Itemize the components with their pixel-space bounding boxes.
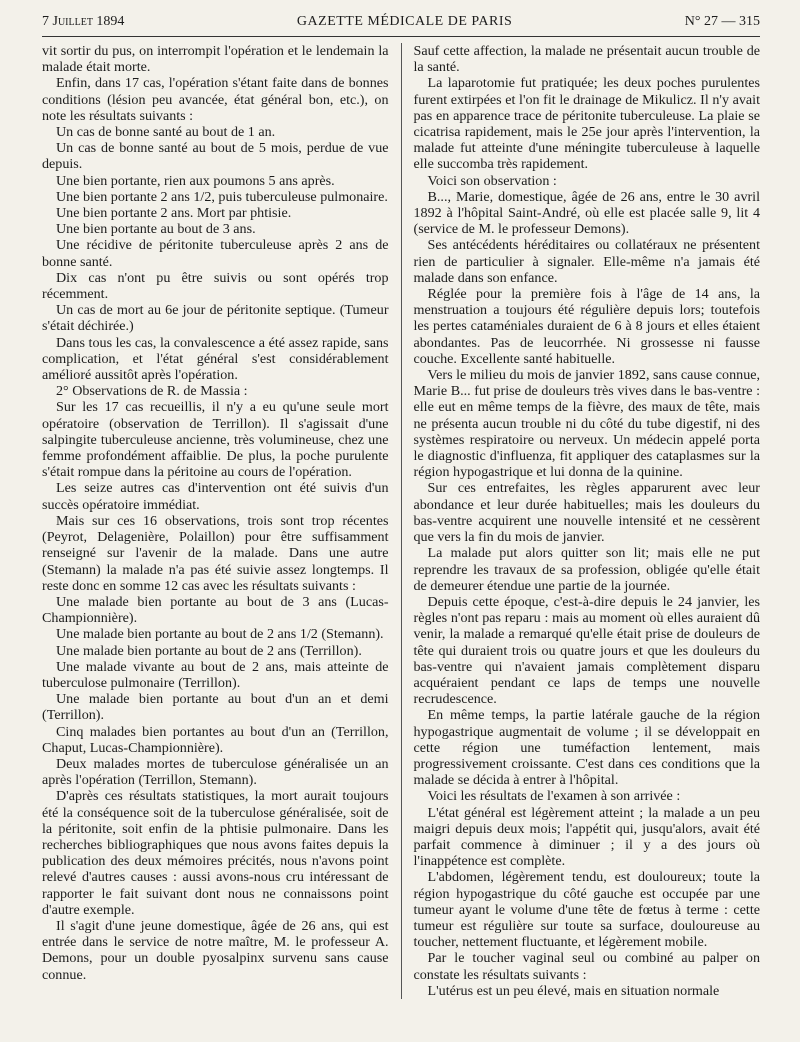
- paragraph: Une malade vivante au bout de 2 ans, mais atteinte de tuberculose pulmonaire (Terrillon).: [42, 658, 389, 691]
- paragraph: Voici son observation :: [427, 172, 557, 189]
- paragraph: L'abdomen, légèrement tendu, est douloureux; toute la région hypogastrique du côté gauche est occupée par une tumeur ayant le volume d'une tête de fœtus à terme : cette tumeur est régulière sur toute sa surface, douloureuse au toucher, nettement fluctuante, et légèrement mobile.: [413, 869, 761, 951]
- paragraph: Un cas de mort au 6e jour de péritonite septique. (Tumeur s'était déchirée.): [42, 302, 389, 335]
- paragraph: Une bien portante 2 ans 1/2, puis tuberculeuse pulmonaire.: [56, 188, 388, 205]
- paragraph: Une bien portante au bout de 3 ans.: [56, 221, 256, 238]
- paragraph: Une malade bien portante au bout d'un an et demi (Terrillon).: [42, 691, 389, 724]
- paragraph: Il s'agit d'une jeune domestique, âgée de 26 ans, qui est entrée dans le service de notre maître, M. le professeur A. Demons, pour un double pyosalpinx survenu sans cause connue.: [42, 917, 389, 983]
- paragraph: La malade put alors quitter son lit; mais elle ne put reprendre les travaux de sa profession, obligée qu'elle était de demeurer étendue une partie de la journée.: [413, 545, 761, 594]
- paragraph: Deux malades mortes de tuberculose généralisée un an après l'opération (Terrillon, Stemann).: [42, 755, 389, 789]
- paragraph: D'après ces résultats statistiques, la mort aurait toujours été la conséquence soit de la tuberculose généralisée, soit de la péritonite, soit enfin de la phtisie pulmonaire. Dans les recherches bibliographiques que nous avons faites depuis la publication des deux mémoires précités, nous n'avons point relevé d'autres causes : aussi avons-nous cru intéressant de rapporter le fait suivant dont nous ne connaissons point d'autre exemple.: [42, 788, 389, 918]
- paragraph: La laparotomie fut pratiquée; les deux poches purulentes furent extirpées et l'on fit le drainage de Mikulicz. Il n'y avait pas en apparence trace de péritonite tuberculeuse. La plaie se cicatrisa rapidement, mais le 25e jour après l'intervention, la malade fut atteinte d'une méningite tuberculeuse à laquelle elle succomba très rapidement.: [413, 75, 761, 173]
- paragraph: Une récidive de péritonite tuberculeuse après 2 ans de bonne santé.: [42, 237, 389, 270]
- left-column: [42, 43, 389, 999]
- paragraph: L'utérus est un peu élevé, mais en situation normale: [427, 982, 720, 999]
- column-divider: [401, 43, 402, 999]
- right-column: [414, 43, 761, 999]
- paragraph: Par le toucher vaginal seul ou combiné au palper on constate les résultats suivants :: [413, 950, 761, 983]
- paragraph: Ses antécédents héréditaires ou collatéraux ne présentent rien de particulier à signaler. Elle-même n'a jamais été malade dans son enfance.: [413, 237, 761, 286]
- paragraph: Réglée pour la première fois à l'âge de 14 ans, la menstruation a toujours été régulière depuis lors; toutefois les pertes cataméniales duraient de 6 à 8 jours et elles étaient abondantes. Pas de leucorrhée. Ni grossesse ni fausse couche. Excellente santé habituelle.: [413, 286, 761, 367]
- paragraph: B..., Marie, domestique, âgée de 26 ans, entre le 30 avril 1892 à l'hôpital Saint-André, où elle est placée salle 9, lit 4 (service de M. le professeur Demons).: [413, 188, 761, 238]
- issue-number: N° 27 — 315: [684, 14, 760, 29]
- journal-title: GAZETTE MÉDICALE DE PARIS: [296, 14, 513, 29]
- paragraph: Sur ces entrefaites, les règles apparurent avec leur abondance et leur durée habituelles; mais les douleurs du bas-ventre acquirent une nouvelle intensité et ne cessèrent que vers la fin du mois de janvier.: [413, 480, 761, 546]
- paragraph: Une bien portante 2 ans. Mort par phtisie.: [56, 205, 292, 222]
- paragraph: Voici les résultats de l'examen à son arrivée :: [427, 788, 681, 805]
- paragraph: Vers le milieu du mois de janvier 1892, sans cause connue, Marie B... fut prise de douleurs très vives dans le bas-ventre : elle eut en même temps de la fièvre, des maux de tête, mais ne présenta aucun trouble ni du côté du tube digestif, ni des systèmes respiratoire ou nerveux. Un médecin appelé porta le diagnostic d'influenza, fit appliquer des cataplasmes sur la région hypogastrique et lui donna de la quinine.: [413, 367, 761, 481]
- paragraph: Une malade bien portante au bout de 2 ans 1/2 (Stemann).: [56, 626, 384, 643]
- paragraph: L'état général est légèrement atteint ; la malade a un peu maigri depuis deux mois; l'appétit qui, jusqu'alors, avait été parfait commence à diminuer ; il y a des jours où l'inappétence est complète.: [413, 804, 761, 870]
- paragraph: vit sortir du pus, on interrompit l'opération et le lendemain la malade était morte.: [42, 43, 389, 76]
- paragraph: 2° Observations de R. de Massia :: [56, 383, 248, 400]
- paragraph: Une bien portante, rien aux poumons 5 ans après.: [56, 172, 335, 189]
- paragraph: En même temps, la partie latérale gauche de la région hypogastrique augmentait de volume ; il se développait en cette région une tuméfaction lentement, mais progressivement croissante. C'est dans ces conditions que la malade se décida à entrer à l'hôpital.: [413, 707, 761, 789]
- text-columns: [42, 43, 760, 999]
- paragraph: Un cas de bonne santé au bout de 5 mois, perdue de vue depuis.: [42, 140, 389, 173]
- paragraph: Dans tous les cas, la convalescence a été assez rapide, sans complication, et l'état général s'est considérablement amélioré aussitôt après l'opération.: [42, 334, 389, 384]
- issue-date: 7 Juillet 1894: [42, 14, 125, 29]
- paragraph: Les seize autres cas d'intervention ont été suivis d'un succès opératoire immédiat.: [42, 480, 389, 513]
- paragraph: Cinq malades bien portantes au bout d'un an (Terrillon, Chaput, Lucas-Championnière).: [42, 723, 389, 756]
- header-rule: [42, 36, 760, 37]
- paragraph: Dix cas n'ont pu être suivis ou sont opérés trop récemment.: [42, 269, 389, 303]
- paragraph: Mais sur ces 16 observations, trois sont trop récentes (Peyrot, Delagenière, Polaillon) pour être suffisamment renseigné sur l'avenir de la malade. Dans une autre (Stemann) la malade n'a pas été suivie assez longtemps. Il reste donc en somme 12 cas avec les résultats suivants :: [42, 512, 389, 594]
- paragraph: Depuis cette époque, c'est-à-dire depuis le 24 janvier, les règles n'ont pas reparu : mais au moment où elles auraient dû venir, la malade a remarqué qu'elle était prise de douleurs de tête qui duraient trois ou quatre jours et que les douleurs du bas-ventre qui n'avaient jamais complètement disparu acquéraient pendant ce laps de temps une nouvelle recrudescence.: [413, 593, 761, 708]
- paragraph: Un cas de bonne santé au bout de 1 an.: [56, 124, 276, 141]
- paragraph: Enfin, dans 17 cas, l'opération s'étant faite dans de bonnes conditions (lésion peu avancée, état général bon, etc.), on note les résultats suivants :: [42, 75, 389, 124]
- paragraph: Une malade bien portante au bout de 2 ans (Terrillon).: [56, 642, 362, 659]
- paragraph: Une malade bien portante au bout de 3 ans (Lucas-Championnière).: [42, 593, 389, 627]
- paragraph: Sur les 17 cas recueillis, il n'y a eu qu'une seule mort opératoire (observation de Terrillon). Il s'agissait d'une salpingite tuberculeuse ancienne, très volumineuse, chez une femme profondément affaiblie. De plus, la poche purulente s'était rompue dans la péritoine au cours de l'opération.: [42, 399, 389, 481]
- page-header: [42, 10, 760, 34]
- paragraph: Sauf cette affection, la malade ne présentait aucun trouble de la santé.: [413, 43, 761, 76]
